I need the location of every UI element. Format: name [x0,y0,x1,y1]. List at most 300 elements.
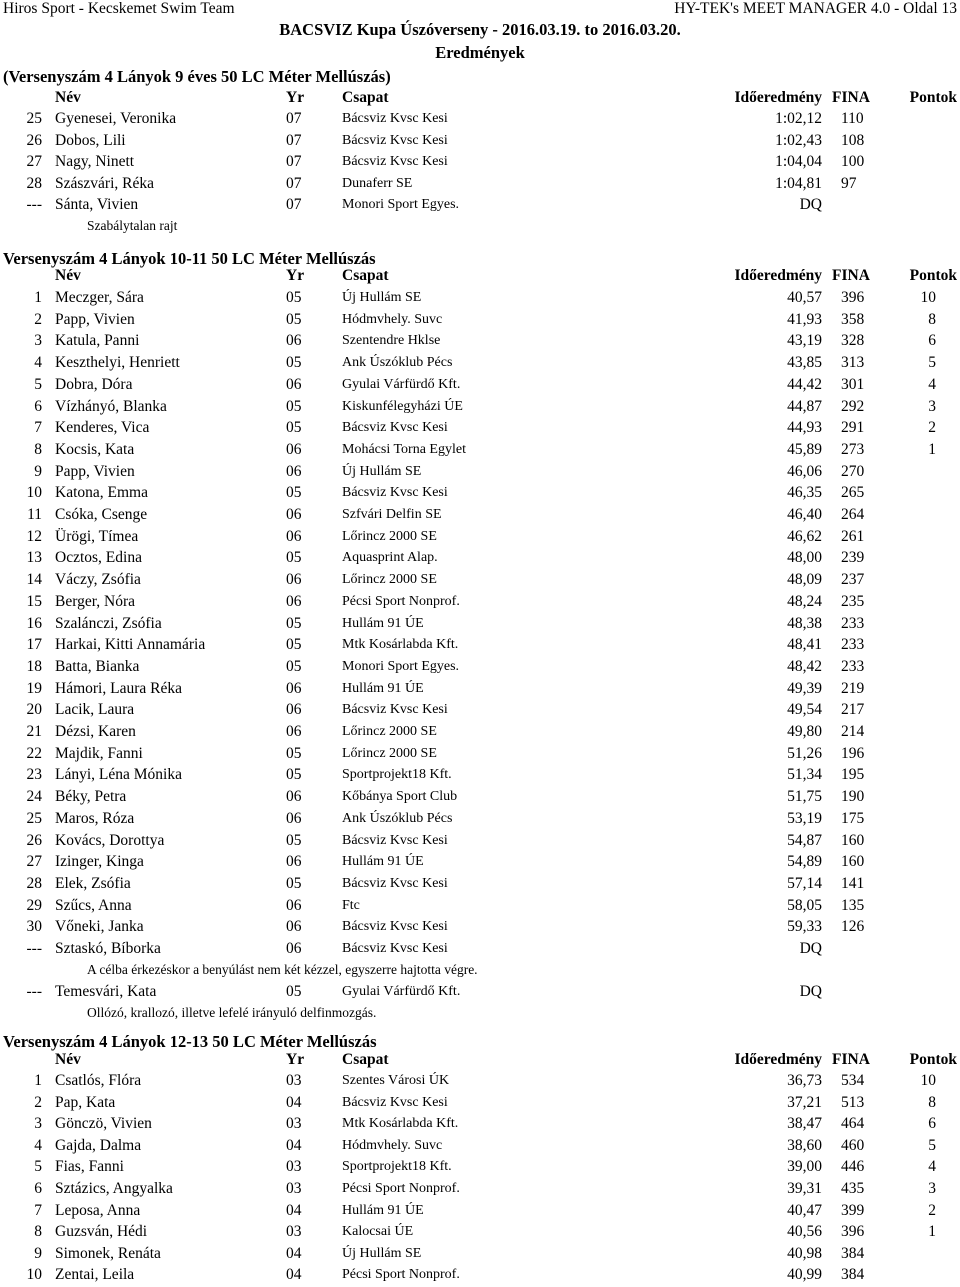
birth-year: 05 [286,744,302,762]
club-name: Sportprojekt18 Kft. [342,767,452,783]
result-time: 38,60 [787,1136,822,1154]
result-row [0,571,960,592]
result-time: 46,40 [787,506,822,523]
result-time: 46,62 [787,527,822,545]
place: --- [26,940,42,957]
club-name: Szfvári Delfin SE [342,507,442,522]
club-name: Lőrincz 2000 SE [342,528,437,544]
meet-title: BACSVIZ Kupa Úszóverseny - 2016.03.19. to 2016.03.20. [279,20,681,39]
fina-points: 460 [841,1136,865,1154]
place: 26 [26,831,42,849]
club-name: Kőbánya Sport Club [342,789,458,805]
result-time: 59,33 [787,918,822,936]
result-time: 40,98 [787,1244,822,1262]
place: 28 [26,874,42,892]
result-row [0,1223,960,1244]
swimmer-name: Sztaskó, Bíborka [55,940,161,957]
fina-points: 384 [841,1266,865,1284]
swimmer-name: Harkai, Kitti Annamária [55,636,206,654]
place: 6 [34,1180,42,1197]
club-name: Új Hullám SE [342,290,422,305]
result-row [0,1115,960,1136]
swimmer-name: Szászvári, Réka [55,174,154,192]
score-points: 6 [928,332,936,350]
swimmer-name: Csóka, Csenge [55,506,148,523]
col-header-yr: Yr [286,267,305,284]
col-header-fina: FINA [832,89,870,106]
club-name: Mtk Kosárlabda Kft. [342,1116,459,1132]
result-time: 44,93 [787,419,822,437]
place: 26 [26,131,42,149]
club-name: Ank Úszóklub Pécs [342,355,453,371]
result-row [0,853,960,874]
col-header-name: Név [55,89,81,106]
club-name: Bácsviz Kvsc Kesi [342,1094,448,1110]
swimmer-name: Sztázics, Angyalka [55,1180,173,1197]
score-points: 10 [920,289,936,306]
col-header-club: Csapat [342,1051,389,1068]
result-time: 38,47 [787,1115,822,1133]
col-header-club: Csapat [342,89,389,106]
club-name: Pécsi Sport Nonprof. [342,1267,460,1283]
result-time: 57,14 [787,874,822,892]
place: 2 [34,310,42,328]
birth-year: 04 [286,1093,302,1111]
birth-year: 05 [286,310,302,328]
place: 4 [34,354,42,372]
birth-year: 06 [286,375,302,393]
club-name: Dunaferr SE [342,175,413,191]
swimmer-name: Maros, Róza [55,809,135,827]
result-time: DQ [799,983,822,1001]
swimmer-name: Dobos, Lili [55,131,126,149]
result-time: 40,47 [787,1201,822,1219]
swimmer-name: Kenderes, Vica [55,419,150,437]
result-row [0,723,960,744]
result-row [0,983,960,1004]
result-time: DQ [799,940,822,957]
disqualification-note: Ollózó, krallozó, illetve lefelé irányuló delfinmozgás. [87,1005,377,1021]
result-row [0,175,960,196]
result-row [0,832,960,853]
club-name: Hullám 91 ÚE [342,1202,424,1218]
place: 1 [34,289,42,306]
result-time: 43,85 [787,354,822,372]
result-time: 39,31 [787,1180,822,1197]
result-time: 36,73 [787,1072,822,1089]
result-row [0,1158,960,1179]
swimmer-name: Gönczö, Vivien [55,1115,152,1133]
fina-points: 214 [841,723,865,740]
swimmer-name: Papp, Vivien [55,310,135,328]
fina-points: 264 [841,506,865,523]
club-name: Hódmvhely. Suvc [342,1137,443,1153]
birth-year: 03 [286,1180,302,1197]
fina-points: 141 [841,874,865,892]
club-name: Ftc [342,897,360,913]
club-name: Szentendre Hklse [342,333,441,349]
club-name: Szentes Városi ÚK [342,1073,450,1088]
result-time: 49,80 [787,723,822,740]
fina-points: 195 [841,766,865,784]
place: 12 [26,527,42,545]
result-row [0,918,960,939]
col-header-time: Időeredmény [734,267,822,284]
col-header-fina: FINA [832,267,870,284]
result-time: 54,87 [787,831,822,849]
place: 9 [34,462,42,480]
place: 24 [26,788,42,806]
club-name: Új Hullám SE [342,463,422,479]
fina-points: 328 [841,332,865,350]
club-name: Hullám 91 ÚE [342,854,424,870]
swimmer-name: Leposa, Anna [55,1201,141,1219]
fina-points: 291 [841,419,865,437]
birth-year: 03 [286,1158,302,1176]
swimmer-name: Izinger, Kinga [55,853,144,871]
fina-points: 396 [841,1223,865,1241]
birth-year: 05 [286,874,302,892]
birth-year: 05 [286,766,302,784]
result-time: 44,87 [787,397,822,415]
place: 27 [26,153,42,171]
score-points: 3 [928,397,936,415]
swimmer-name: Katula, Panni [55,332,140,350]
fina-points: 110 [841,110,864,127]
place: 14 [26,571,42,589]
fina-points: 396 [841,289,865,306]
fina-points: 126 [841,918,865,936]
fina-points: 108 [841,131,865,149]
club-name: Bácsviz Kvsc Kesi [342,420,448,436]
result-time: 51,26 [787,744,822,762]
fina-points: 219 [841,679,865,697]
fina-points: 273 [841,440,865,458]
result-row [0,441,960,462]
result-row [0,1202,960,1223]
result-time: 40,57 [787,289,822,306]
place: 9 [34,1244,42,1262]
result-row [0,549,960,570]
fina-points: 237 [841,571,865,589]
place: 10 [26,1266,42,1284]
result-row [0,810,960,831]
place: 22 [26,744,42,762]
fina-points: 175 [841,809,865,827]
result-time: 48,38 [787,614,822,632]
birth-year: 06 [286,506,302,523]
event-title: Versenyszám 4 Lányok 10-11 50 LC Méter Mellúszás [3,249,376,268]
event-title: (Versenyszám 4 Lányok 9 éves 50 LC Méter Mellúszás) [3,67,391,86]
place: 1 [34,1072,42,1089]
result-time: 48,41 [787,636,822,654]
place: 4 [34,1136,42,1154]
fina-points: 384 [841,1244,865,1262]
result-row [0,196,960,217]
fina-points: 292 [841,397,865,415]
result-row [0,1094,960,1115]
fina-points: 100 [841,153,865,171]
swimmer-name: Guzsván, Hédi [55,1223,148,1241]
club-name: Monori Sport Egyes. [342,658,460,674]
club-name: Bácsviz Kvsc Kesi [342,154,448,170]
place: 16 [26,614,42,632]
swimmer-name: Temesvári, Kata [55,983,157,1001]
birth-year: 05 [286,636,302,654]
place: 7 [34,419,42,437]
result-time: 48,00 [787,549,822,567]
birth-year: 07 [286,131,302,149]
fina-points: 513 [841,1093,865,1111]
club-name: Bácsviz Kvsc Kesi [342,485,448,501]
birth-year: 05 [286,484,302,502]
fina-points: 435 [841,1180,865,1197]
result-time: 53,19 [787,809,822,827]
swimmer-name: Meczger, Sára [55,289,144,306]
birth-year: 05 [286,549,302,567]
result-row [0,701,960,722]
result-time: DQ [799,196,822,214]
results-heading: Eredmények [435,43,525,62]
score-points: 8 [928,1093,936,1111]
header-team: Hiros Sport - Kecskemet Swim Team [3,0,235,17]
result-time: 43,19 [787,332,822,350]
result-row [0,593,960,614]
swimmer-name: Nagy, Ninett [55,153,135,171]
place: 5 [34,1158,42,1176]
club-name: Lőrincz 2000 SE [342,724,437,739]
score-points: 5 [928,354,936,372]
fina-points: 160 [841,853,865,871]
result-row [0,484,960,505]
result-time: 39,00 [787,1158,822,1176]
result-row [0,615,960,636]
result-row [0,636,960,657]
club-name: Kiskunfélegyházi ÚE [342,398,463,414]
header-software-page: HY-TEK's MEET MANAGER 4.0 - Oldal 13 [674,0,957,17]
birth-year: 06 [286,853,302,871]
place: 25 [26,110,42,127]
result-row [0,153,960,174]
birth-year: 05 [286,419,302,437]
result-time: 41,93 [787,310,822,328]
birth-year: 06 [286,571,302,589]
club-name: Pécsi Sport Nonprof. [342,593,460,609]
place: 13 [26,549,42,567]
birth-year: 06 [286,332,302,350]
result-time: 1:02,43 [775,131,822,149]
swimmer-name: Lacik, Laura [55,701,135,719]
club-name: Bácsviz Kvsc Kesi [342,941,448,956]
club-name: Hódmvhely. Suvc [342,311,443,327]
column-header-row [0,1051,960,1069]
result-row [0,332,960,353]
birth-year: 03 [286,1072,302,1089]
fina-points: 239 [841,549,865,567]
result-time: 51,75 [787,788,822,806]
result-row [0,1245,960,1266]
birth-year: 07 [286,196,302,214]
result-row [0,398,960,419]
birth-year: 05 [286,614,302,632]
score-points: 6 [928,1115,936,1133]
club-name: Bácsviz Kvsc Kesi [342,919,448,935]
birth-year: 06 [286,679,302,697]
fina-points: 233 [841,657,865,675]
result-row [0,745,960,766]
swimmer-name: Majdik, Fanni [55,744,143,762]
result-row [0,132,960,153]
result-row [0,1180,960,1201]
club-name: Bácsviz Kvsc Kesi [342,132,448,148]
birth-year: 04 [286,1136,302,1154]
fina-points: 265 [841,484,865,502]
swimmer-name: Sánta, Vivien [55,196,139,214]
result-row [0,875,960,896]
birth-year: 06 [286,440,302,458]
place: 27 [26,853,42,871]
result-row [0,897,960,918]
birth-year: 06 [286,918,302,936]
place: 19 [26,679,42,697]
club-name: Aquasprint Alap. [342,550,438,566]
swimmer-name: Kocsis, Kata [55,440,135,458]
fina-points: 233 [841,636,865,654]
swimmer-name: Lányi, Léna Mónika [55,766,182,784]
fina-points: 301 [841,375,865,393]
swimmer-name: Dézsi, Karen [55,723,136,740]
place: --- [26,196,42,214]
club-name: Kalocsai ÚE [342,1224,414,1240]
result-time: 48,24 [787,592,822,610]
fina-points: 233 [841,614,865,632]
result-row [0,788,960,809]
result-time: 40,99 [787,1266,822,1284]
result-row [0,289,960,310]
fina-points: 160 [841,831,865,849]
swimmer-name: Vízhányó, Blanka [55,397,167,415]
birth-year: 06 [286,592,302,610]
result-time: 44,42 [787,375,822,393]
result-row [0,940,960,961]
column-header-row [0,267,960,285]
fina-points: 190 [841,788,865,806]
result-time: 51,34 [787,766,822,784]
birth-year: 07 [286,153,302,171]
place: 18 [26,657,42,675]
club-name: Hullám 91 ÚE [342,680,424,696]
swimmer-name: Pap, Kata [55,1093,116,1111]
result-time: 45,89 [787,440,822,458]
place: 15 [26,592,42,610]
birth-year: 05 [286,289,302,306]
result-row [0,680,960,701]
score-points: 1 [928,440,936,458]
score-points: 2 [928,1201,936,1219]
result-row [0,419,960,440]
result-time: 54,89 [787,853,822,871]
place: 3 [34,1115,42,1133]
result-time: 46,06 [787,462,822,480]
result-row [0,658,960,679]
swimmer-name: Gajda, Dalma [55,1136,142,1154]
col-header-fina: FINA [832,1051,870,1068]
score-points: 5 [928,1136,936,1154]
result-row [0,528,960,549]
fina-points: 446 [841,1158,865,1176]
result-row [0,354,960,375]
birth-year: 05 [286,983,302,1001]
birth-year: 06 [286,809,302,827]
club-name: Gyulai Várfürdő Kft. [342,984,461,1000]
col-header-name: Név [55,1051,81,1068]
result-row [0,376,960,397]
club-name: Bácsviz Kvsc Kesi [342,111,448,126]
swimmer-name: Szűcs, Anna [55,896,132,914]
club-name: Lőrincz 2000 SE [342,572,437,588]
swimmer-name: Fias, Fanni [55,1158,124,1176]
place: 8 [34,1223,42,1241]
col-header-points: Pontok [909,1051,957,1068]
birth-year: 07 [286,174,302,192]
fina-points: 217 [841,701,865,719]
place: 11 [27,506,42,523]
club-name: Gyulai Várfürdő Kft. [342,376,461,392]
result-row [0,1137,960,1158]
score-points: 2 [928,419,936,437]
fina-points: 270 [841,462,865,480]
place: 7 [34,1201,42,1219]
birth-year: 03 [286,1223,302,1241]
place: 3 [34,332,42,350]
disqualification-note: Szabálytalan rajt [87,218,178,233]
result-row [0,1266,960,1287]
col-header-points: Pontok [909,267,957,284]
birth-year: 06 [286,701,302,719]
swimmer-name: Ürögi, Tímea [55,527,139,545]
col-header-time: Időeredmény [734,89,822,106]
score-points: 3 [928,1180,936,1197]
swimmer-name: Keszthelyi, Henriett [55,354,180,372]
club-name: Monori Sport Egyes. [342,197,460,213]
fina-points: 313 [841,354,865,372]
result-time: 49,39 [787,679,822,697]
swimmer-name: Béky, Petra [55,788,127,806]
place: 28 [26,174,42,192]
score-points: 8 [928,310,936,328]
result-row [0,110,960,131]
fina-points: 358 [841,310,865,328]
result-row [0,463,960,484]
place: 5 [34,375,42,393]
result-row [0,311,960,332]
result-time: 46,35 [787,484,822,502]
birth-year: 06 [286,527,302,545]
col-header-yr: Yr [286,1051,305,1068]
result-time: 48,09 [787,571,822,589]
birth-year: 06 [286,788,302,806]
col-header-club: Csapat [342,267,389,284]
birth-year: 04 [286,1201,302,1219]
col-header-yr: Yr [286,89,305,106]
fina-points: 464 [841,1115,865,1133]
birth-year: 06 [286,896,302,914]
result-row [0,1072,960,1093]
fina-points: 399 [841,1201,865,1219]
fina-points: 261 [841,527,865,545]
birth-year: 05 [286,657,302,675]
result-time: 49,54 [787,701,822,719]
